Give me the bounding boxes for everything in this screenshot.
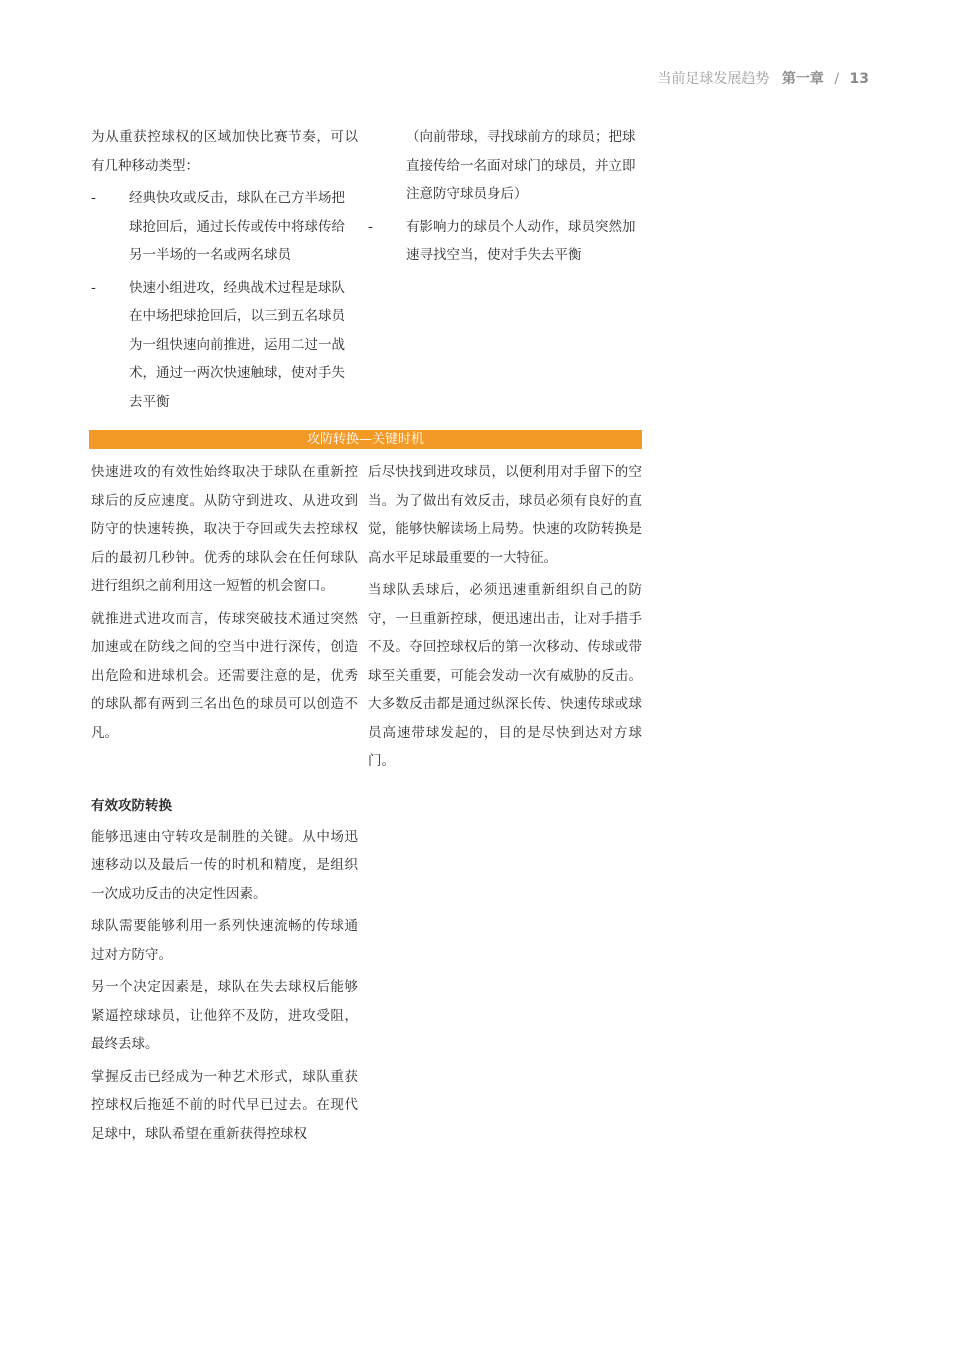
body-paragraph: 后尽快找到进攻球员，以便利用对手留下的空当。为了做出有效反击，球员必须有良好的直觉，能够快解读场上局势。快速的攻防转换是高水平足球最重要的一大特征。: [368, 464, 642, 566]
list-item: [368, 213, 642, 270]
list-item-text: 快速小组进攻，经典战术过程是球队在中场把球抢回后，以三到五名球员为一组快速向前推进，运用二过一战术，通过一两次快速触球，使对手失去平衡: [129, 279, 345, 410]
list-item: [91, 274, 358, 417]
body-paragraph: 另一个决定因素是，球队在失去球权后能够紧逼控球球员，让他猝不及防，进攻受阻，最终丢球。: [91, 979, 358, 1052]
intro-paragraph: 为从重获控球权的区域加快比赛节奏，可以有几种移动类型：: [91, 129, 358, 174]
list-item: [91, 184, 358, 270]
top-right-column: [368, 123, 642, 270]
page-number: 13: [849, 71, 869, 87]
body-paragraph: 当球队丢球后，必须迅速重新组织自己的防守，一旦重新控球，便迅速出击，让对手措手不及。夺回控球权后的第一次移动、传球或带球至关重要，可能会发动一次有威胁的反击。大多数反击都是通过纵深长传、快速传球或球员高速带球发起的，目的是尽快到达对方球门。: [368, 582, 642, 769]
subsection-column: [91, 792, 358, 1152]
subsection-heading: 有效攻防转换: [91, 798, 172, 814]
body-paragraph: 能够迅速由守转攻是制胜的关键。从中场迅速移动以及最后一传的时机和精度，是组织一次成功反击的决定性因素。: [91, 828, 358, 902]
section-right-column: [368, 458, 642, 780]
chapter-label: 第一章: [781, 71, 824, 87]
body-paragraph: 就推进式进攻而言，传球突破技术通过突然加速或在防线之间的空当中进行深传，创造出危险和进球机会。还需要注意的是，优秀的球队都有两到三名出色的球员可以创造不凡。: [91, 610, 358, 741]
body-paragraph: 球队需要能够利用一系列快速流畅的传球通过对方防守。: [91, 918, 358, 963]
header-separator: /: [834, 71, 840, 87]
bullet-dash: -: [368, 218, 373, 235]
list-item-text: （向前带球，寻找球前方的球员；把球直接传给一名面对球门的球员，并立即注意防守球员身后）: [406, 129, 636, 202]
bullet-dash: -: [91, 279, 96, 296]
section-left-column: [91, 458, 358, 751]
book-title: 当前足球发展趋势: [657, 71, 770, 87]
list-item-text: 有影响力的球员个人动作，球员突然加速寻找空当，使对手失去平衡: [406, 218, 636, 263]
list-item-continuation: [368, 123, 642, 209]
top-left-column: [91, 123, 358, 416]
section-banner: 攻防转换—关键时机: [89, 430, 642, 449]
list-item-text: 经典快攻或反击，球队在己方半场把球抢回后，通过长传或传中将球传给另一半场的一名或两名球员: [129, 190, 345, 263]
body-paragraph: 掌握反击已经成为一种艺术形式，球队重获控球权后拖延不前的时代早已过去。在现代足球中，球队希望在重新获得控球权: [91, 1068, 358, 1142]
running-header: [657, 68, 869, 88]
bullet-dash: -: [91, 190, 96, 206]
body-paragraph: 快速进攻的有效性始终取决于球队在重新控球后的反应速度。从防守到进攻、从进攻到防守的快速转换，取决于夺回或失去控球权后的最初几秒钟。优秀的球队会在任何球队进行组织之前利用这一短暂的机会窗口。: [91, 464, 358, 594]
